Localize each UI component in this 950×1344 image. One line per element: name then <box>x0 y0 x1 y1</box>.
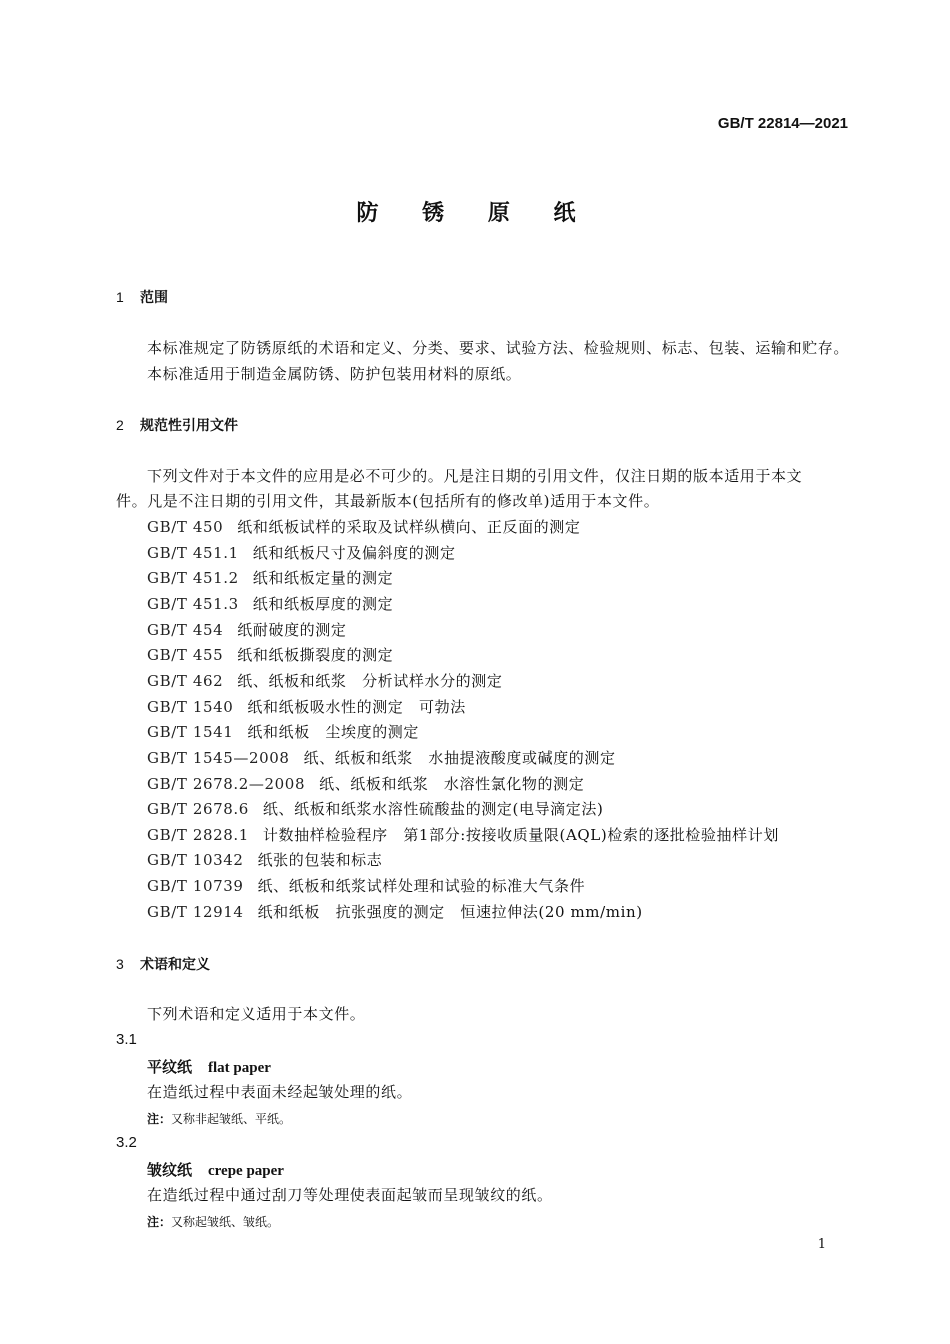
reference-title: 纸和纸板撕裂度的测定 <box>237 646 394 665</box>
reference-code: GB/T 462 <box>147 671 224 690</box>
page-title: 防 锈 原 纸 <box>356 201 594 226</box>
note <box>147 1213 279 1231</box>
section-title: 术语和定义 <box>140 957 210 973</box>
reference-title: 纸耐破度的测定 <box>237 620 347 639</box>
section-number: 1 <box>116 289 124 305</box>
reference-title: 纸、纸板和纸浆试样处理和试验的标准大气条件 <box>257 877 586 896</box>
reference-code: GB/T 1541 <box>147 723 234 742</box>
paragraph: 下列术语和定义适用于本文件。 <box>147 1005 366 1023</box>
reference-title: 纸、纸板和纸浆 水溶性氯化物的测定 <box>319 774 585 793</box>
reference-item <box>147 749 616 767</box>
term-en: crepe paper <box>208 1163 284 1179</box>
term <box>147 1058 271 1077</box>
note <box>147 1110 291 1128</box>
page-number: 1 <box>817 1237 826 1252</box>
note-label: 注： <box>147 1215 172 1229</box>
term-zh: 平纹纸 <box>147 1058 193 1076</box>
reference-code: GB/T 10739 <box>147 877 244 896</box>
definition: 在造纸过程中通过刮刀等处理使表面起皱而呈现皱纹的纸。 <box>147 1186 553 1204</box>
reference-item <box>147 595 393 613</box>
reference-item <box>147 826 779 844</box>
section-heading-1 <box>116 288 168 307</box>
reference-item <box>147 903 643 921</box>
reference-code: GB/T 12914 <box>147 902 244 921</box>
reference-title: 纸和纸板尺寸及偏斜度的测定 <box>252 543 456 562</box>
reference-code: GB/T 450 <box>147 518 224 536</box>
reference-title: 纸和纸板定量的测定 <box>252 569 394 588</box>
note-label: 注： <box>147 1112 172 1126</box>
term-en: flat paper <box>208 1060 271 1076</box>
reference-item <box>147 800 603 818</box>
reference-title: 纸、纸板和纸浆水溶性硫酸盐的测定(电导滴定法) <box>262 800 604 819</box>
reference-item <box>147 646 393 664</box>
reference-title: 纸和纸板 尘埃度的测定 <box>247 723 420 742</box>
reference-code: GB/T 454 <box>147 620 224 639</box>
reference-title: 纸张的包装和标志 <box>257 851 383 870</box>
paragraph: 本标准适用于制造金属防锈、防护包装用材料的原纸。 <box>147 365 522 383</box>
section-heading-3 <box>116 955 210 974</box>
reference-item <box>147 518 580 536</box>
reference-item <box>147 698 466 716</box>
reference-item <box>147 569 393 587</box>
reference-item <box>147 775 584 793</box>
term <box>147 1161 284 1180</box>
reference-code: GB/T 2678.2—2008 <box>147 774 306 793</box>
section-heading-2 <box>116 416 238 435</box>
reference-title: 纸、纸板和纸浆 水抽提液酸度或碱度的测定 <box>303 748 616 767</box>
reference-code: GB/T 451.1 <box>147 543 239 562</box>
section-number: 2 <box>116 417 124 433</box>
paragraph: 下列文件对于本文件的应用是必不可少的。凡是注日期的引用文件，仅注日期的版本适用于本文 <box>147 467 803 485</box>
paragraph: 本标准规定了防锈原纸的术语和定义、分类、要求、试验方法、检验规则、标志、包装、运输和贮存。 <box>147 339 850 357</box>
section-title: 范围 <box>140 290 168 306</box>
reference-code: GB/T 2828.1 <box>147 825 249 844</box>
reference-item <box>147 672 502 690</box>
reference-item <box>147 544 456 562</box>
reference-item <box>147 851 382 869</box>
clause-number: 3.1 <box>116 1031 137 1048</box>
reference-title: 计数抽样检验程序 第1部分:按接收质量限(AQL)检索的逐批检验抽样计划 <box>262 825 779 844</box>
term-zh: 皱纹纸 <box>147 1161 193 1179</box>
reference-title: 纸和纸板吸水性的测定 可勃法 <box>247 697 466 716</box>
reference-code: GB/T 2678.6 <box>147 800 249 819</box>
note-text: 又称起皱纸、皱纸。 <box>171 1215 280 1229</box>
reference-code: GB/T 455 <box>147 646 224 665</box>
clause-number: 3.2 <box>116 1134 137 1151</box>
reference-title: 纸和纸板试样的采取及试样纵横向、正反面的测定 <box>237 518 581 536</box>
reference-code: GB/T 451.3 <box>147 594 239 613</box>
note-text: 又称非起皱纸、平纸。 <box>171 1112 292 1126</box>
reference-code: GB/T 10342 <box>147 851 244 870</box>
reference-code: GB/T 451.2 <box>147 569 239 588</box>
reference-title: 纸和纸板厚度的测定 <box>252 594 394 613</box>
reference-code: GB/T 1540 <box>147 697 234 716</box>
reference-item <box>147 621 346 639</box>
definition: 在造纸过程中表面未经起皱处理的纸。 <box>147 1083 413 1101</box>
section-number: 3 <box>116 956 124 972</box>
reference-title: 纸、纸板和纸浆 分析试样水分的测定 <box>237 671 503 690</box>
standard-number: GB/T 22814—2021 <box>717 115 848 132</box>
paragraph: 件。凡是不注日期的引用文件，其最新版本(包括所有的修改单)适用于本文件。 <box>116 492 660 510</box>
reference-code: GB/T 1545—2008 <box>147 748 290 767</box>
reference-title: 纸和纸板 抗张强度的测定 恒速拉伸法(20 mm/min) <box>257 902 643 921</box>
reference-item <box>147 723 419 741</box>
reference-item <box>147 877 585 895</box>
section-title: 规范性引用文件 <box>140 418 238 434</box>
